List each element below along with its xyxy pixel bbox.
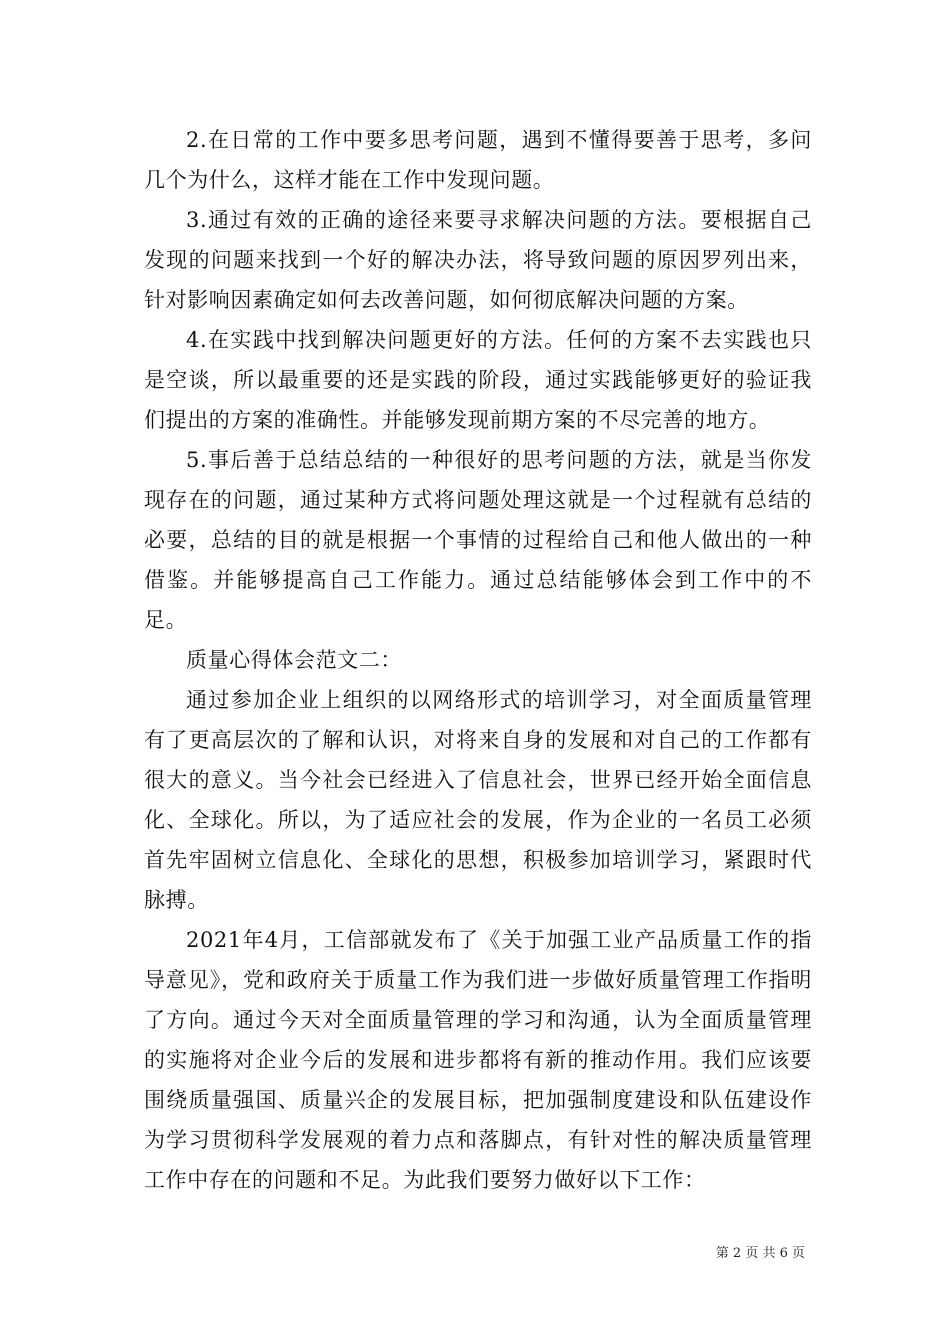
section-heading: 质量心得体会范文二：: [186, 648, 402, 672]
paragraph-item-2: 2.在日常的工作中要多思考问题，遇到不懂得要善于思考，多问几个为什么，这样才能在工作中发现问题。: [144, 128, 812, 192]
paragraph-training: 通过参加企业上组织的以网络形式的培训学习，对全面质量管理有了更高层次的了解和认识，对将来自身的发展和对自己的工作都有很大的意义。当今社会已经进入了信息社会，世界已经开始全面信息化、全球化。所以，为了适应社会的发展，作为企业的一名员工必须首先牢固树立信息化、全球化的思想，积极参加培训学习，紧跟时代脉搏。: [144, 688, 812, 912]
document-body: [144, 120, 812, 1200]
paragraph-guidance: 2021年4月，工信部就发布了《关于加强工业产品质量工作的指导意见》，党和政府关于质量工作为我们进一步做好质量管理工作指明了方向。通过今天对全面质量管理的学习和沟通，认为全面质量管理的实施将对企业今后的发展和进步都将有新的推动作用。我们应该要围绕质量强国、质量兴企的发展目标，把加强制度建设和队伍建设作为学习贯彻科学发展观的着力点和落脚点，有针对性的解决质量管理工作中存在的问题和不足。为此我们要努力做好以下工作：: [144, 928, 812, 1192]
paragraph-item-4: 4.在实践中找到解决问题更好的方法。任何的方案不去实践也只是空谈，所以最重要的还是实践的阶段，通过实践能够更好的验证我们提出的方案的准确性。并能够发现前期方案的不尽完善的地方。: [144, 328, 812, 432]
paragraph-item-5: 5.事后善于总结总结的一种很好的思考问题的方法，就是当你发现存在的问题，通过某种方式将问题处理这就是一个过程就有总结的必要，总结的目的就是根据一个事情的过程给自己和他人做出的一种借鉴。并能够提高自己工作能力。通过总结能够体会到工作中的不足。: [144, 448, 812, 632]
paragraph-item-3: 3.通过有效的正确的途径来要寻求解决问题的方法。要根据自己发现的问题来找到一个好的解决办法，将导致问题的原因罗列出来，针对影响因素确定如何去改善问题，如何彻底解决问题的方案。: [144, 208, 812, 312]
page-number: 第 2 页 共 6 页: [715, 1246, 805, 1261]
